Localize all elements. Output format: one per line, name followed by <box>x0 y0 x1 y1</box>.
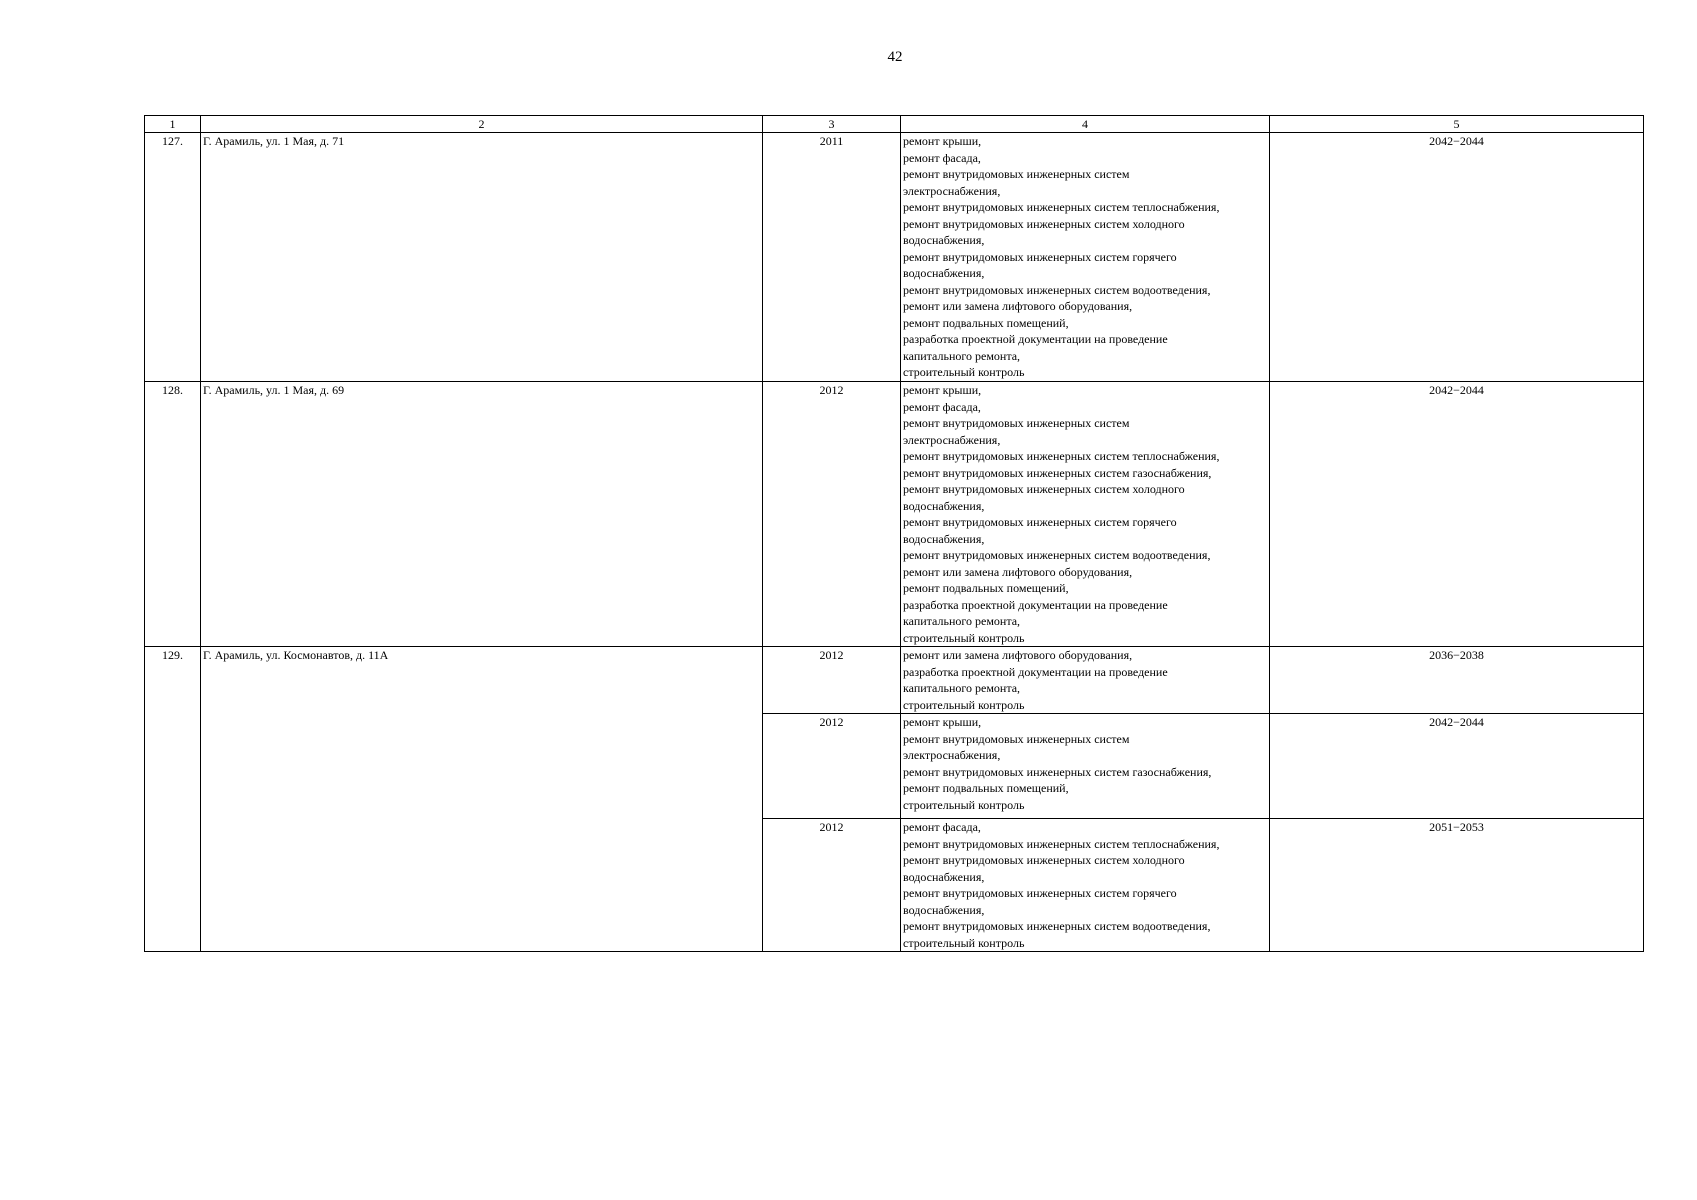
work-item: ремонт внутридомовых инженерных систем водоотведения, <box>903 919 1211 933</box>
works-cell <box>901 382 1270 647</box>
work-item: ремонт фасада, <box>903 820 981 834</box>
address-cell: Г. Арамиль, ул. Космонавтов, д. 11А <box>201 647 763 952</box>
period-cell: 2042−2044 <box>1270 382 1644 647</box>
work-item: ремонт внутридомовых инженерных систем газоснабжения, <box>903 764 1212 779</box>
work-item: ремонт внутридомовых инженерных систем <box>903 731 1130 746</box>
work-item: электроснабжения, <box>903 432 1001 447</box>
table-row <box>145 647 1644 714</box>
year-cell: 2012 <box>763 819 901 952</box>
work-item: ремонт внутридомовых инженерных систем теплоснабжения, <box>903 836 1220 851</box>
table-row <box>145 133 1644 382</box>
work-item: строительный контроль <box>903 630 1025 645</box>
year-cell: 2011 <box>763 133 901 382</box>
row-number: 127. <box>145 133 201 382</box>
work-item: ремонт или замена лифтового оборудования, <box>903 564 1133 579</box>
repair-schedule-table <box>144 115 1644 952</box>
page-number: 42 <box>887 49 903 65</box>
period-cell: 2042−2044 <box>1270 133 1644 382</box>
work-item: ремонт крыши, <box>903 383 982 397</box>
work-item: капитального ремонта, <box>903 681 1021 695</box>
work-item: ремонт крыши, <box>903 715 982 729</box>
row-number: 129. <box>145 647 201 952</box>
work-item: ремонт внутридомовых инженерных систем холодного <box>903 853 1185 867</box>
header-cell-3: 3 <box>763 116 901 133</box>
work-item: разработка проектной документации на проведение <box>903 664 1168 679</box>
table-row <box>145 382 1644 647</box>
work-item: ремонт или замена лифтового оборудования, <box>903 648 1133 662</box>
works-cell <box>901 647 1270 714</box>
work-item: ремонт внутридомовых инженерных систем горячего <box>903 249 1177 264</box>
work-item: ремонт внутридомовых инженерных систем <box>903 167 1130 181</box>
work-item: строительный контроль <box>903 365 1025 379</box>
work-item: ремонт внутридомовых инженерных систем водоотведения, <box>903 282 1211 297</box>
table-header-row <box>145 116 1644 133</box>
work-item: ремонт подвальных помещений, <box>903 581 1069 595</box>
period-cell: 2042−2044 <box>1270 714 1644 819</box>
header-cell-5: 5 <box>1270 116 1644 133</box>
address-cell: Г. Арамиль, ул. 1 Мая, д. 71 <box>201 133 763 382</box>
row-number: 128. <box>145 382 201 647</box>
work-item: электроснабжения, <box>903 748 1001 762</box>
work-item: водоснабжения, <box>903 233 985 247</box>
work-item: капитального ремонта, <box>903 614 1021 628</box>
work-item: ремонт фасада, <box>903 399 981 414</box>
work-item: разработка проектной документации на проведение <box>903 332 1168 346</box>
header-cell-4: 4 <box>901 116 1270 133</box>
work-item: ремонт крыши, <box>903 134 982 148</box>
works-cell <box>901 133 1270 382</box>
work-item: ремонт подвальных помещений, <box>903 781 1069 795</box>
work-item: водоснабжения, <box>903 266 985 280</box>
work-item: ремонт фасада, <box>903 150 981 165</box>
period-cell: 2051−2053 <box>1270 819 1644 952</box>
work-item: водоснабжения, <box>903 498 985 513</box>
address-cell: Г. Арамиль, ул. 1 Мая, д. 69 <box>201 382 763 647</box>
work-item: разработка проектной документации на проведение <box>903 597 1168 612</box>
work-item: ремонт внутридомовых инженерных систем газоснабжения, <box>903 465 1212 480</box>
work-item: ремонт внутридомовых инженерных систем теплоснабжения, <box>903 200 1220 214</box>
work-item: водоснабжения, <box>903 869 985 884</box>
year-cell: 2012 <box>763 382 901 647</box>
work-item: водоснабжения, <box>903 902 985 917</box>
work-item: ремонт внутридомовых инженерных систем теплоснабжения, <box>903 449 1220 463</box>
header-cell-2: 2 <box>201 116 763 133</box>
work-item: ремонт внутридомовых инженерных систем горячего <box>903 515 1177 529</box>
work-item: ремонт внутридомовых инженерных систем горячего <box>903 886 1177 900</box>
works-cell <box>901 714 1270 819</box>
work-item: водоснабжения, <box>903 531 985 546</box>
work-item: ремонт внутридомовых инженерных систем холодного <box>903 482 1185 496</box>
year-cell: 2012 <box>763 647 901 714</box>
work-item: ремонт внутридомовых инженерных систем холодного <box>903 216 1185 231</box>
work-item: ремонт внутридомовых инженерных систем водоотведения, <box>903 548 1211 562</box>
year-cell: 2012 <box>763 714 901 819</box>
work-item: ремонт внутридомовых инженерных систем <box>903 416 1130 430</box>
work-item: капитального ремонта, <box>903 348 1021 363</box>
work-item: строительный контроль <box>903 797 1025 812</box>
work-item: строительный контроль <box>903 935 1025 950</box>
work-item: электроснабжения, <box>903 183 1001 198</box>
work-item: строительный контроль <box>903 697 1025 712</box>
work-item: ремонт или замена лифтового оборудования, <box>903 299 1133 313</box>
work-item: ремонт подвальных помещений, <box>903 315 1069 330</box>
works-cell <box>901 819 1270 952</box>
header-cell-1: 1 <box>145 116 201 133</box>
period-cell: 2036−2038 <box>1270 647 1644 714</box>
